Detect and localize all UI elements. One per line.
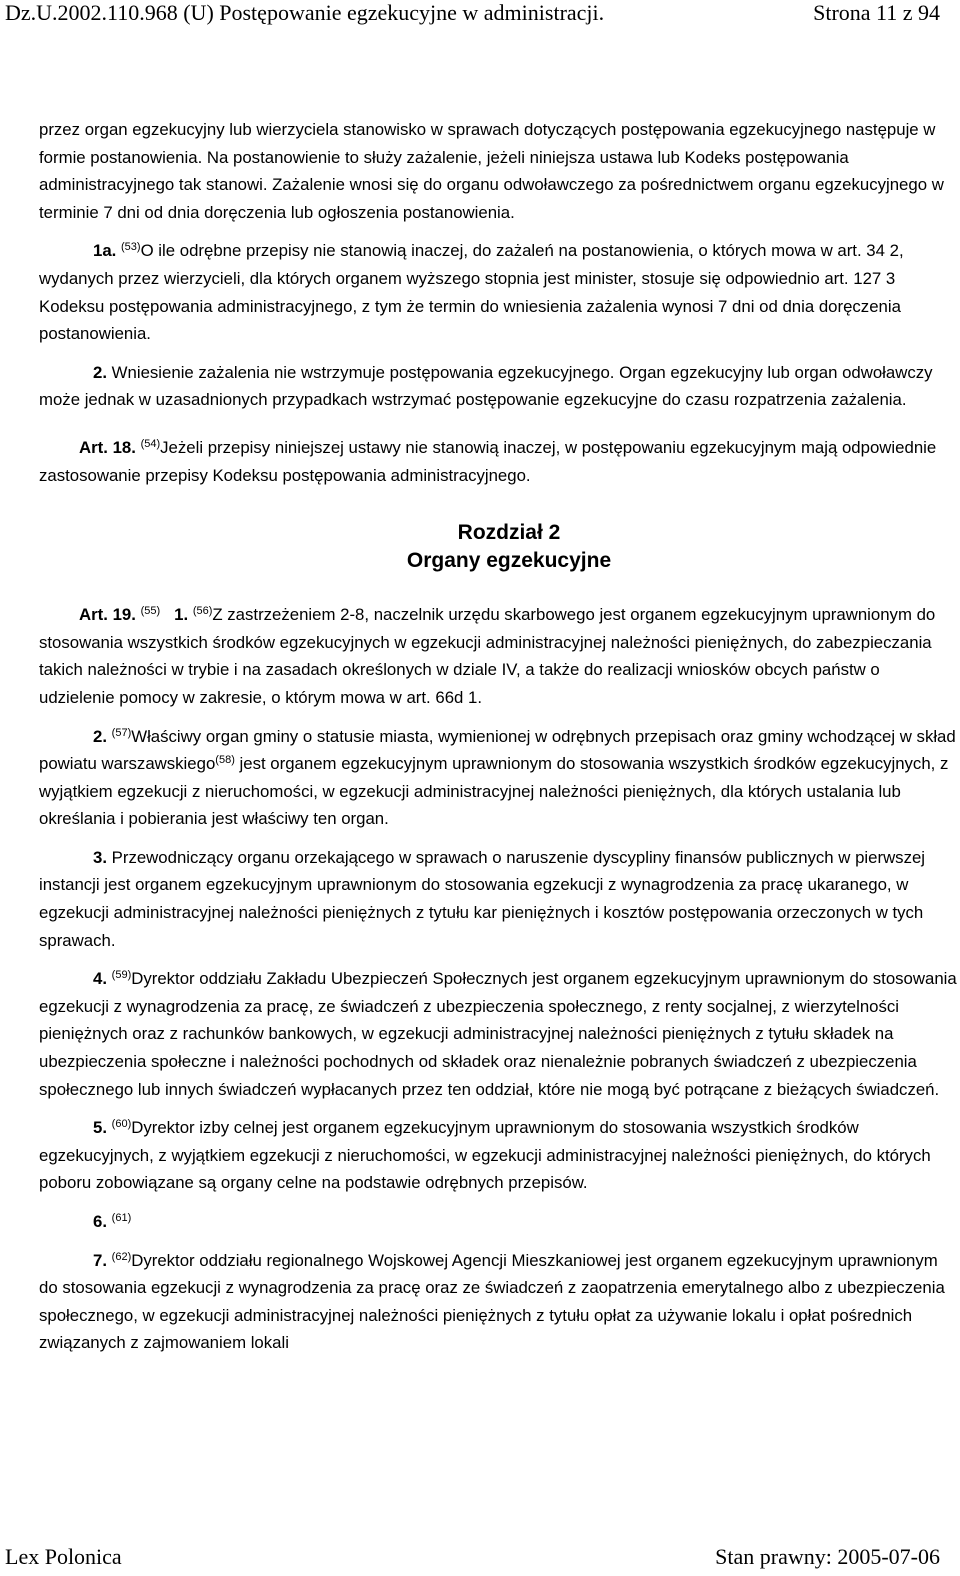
footnote-ref: (57) [111, 726, 132, 739]
article-19-para-6 [39, 1208, 959, 1236]
paragraph-text: Z zastrzeżeniem 2-8, naczelnik urzędu skarbowego jest organem egzekucyjnym uprawnionym do stosowania wszystkich środków egzekucyjnych w egzekucji administracyjnej należności pieniężnych, do zabezpieczania takich należności w trybie i na zasadach określonych w dziale IV, a także do realizacji wniosków obcych państw o udzielenie pomocy w zakresie, o którym mowa w art. 66d 1. [39, 605, 936, 707]
footnote-ref: (59) [111, 969, 132, 982]
page-number: Strona 11 z 94 [813, 0, 940, 25]
footnote-ref: (54) [140, 437, 161, 450]
paragraph-label: 2. [93, 726, 107, 746]
paragraph-label: 1a. [93, 241, 117, 261]
paragraph-label: 1. [174, 605, 189, 625]
article-label: Art. 19. [79, 605, 136, 625]
page-footer [5, 1544, 940, 1576]
paragraph-text: Przewodniczący organu orzekającego w sprawach o naruszenie dyscypliny finansów publicznych w pierwszej instancji jest organem egzekucyjnym uprawnionym do stosowania egzekucji z wynagrodzenia za pracę ukaranego, w egzekucji administracyjnej należności pieniężnych z tytułu kar pieniężnych i kosztów postępowania orzeczonych w tych sprawach. [39, 847, 926, 950]
document-title: Dz.U.2002.110.968 (U) Postępowanie egzekucyjne w administracji. [5, 0, 605, 25]
document-body [39, 116, 959, 1357]
paragraph-text: przez organ egzekucyjny lub wierzyciela stanowisko w sprawach dotyczących postępowania egzekucyjnego następuje w formie postanowienia. Na postanowienie to służy zażalenie, jeżeli niniejsza ustawa lub Kodeks postępowania administracyjnego tak stanowi. Zażalenie wnosi się do organu odwoławczego za pośrednictwem organu egzekucyjnego w terminie 7 dni od dnia doręczenia lub ogłoszenia postanowienia. [39, 120, 944, 222]
publisher-name: Lex Polonica [5, 1544, 122, 1569]
legal-status-date: Stan prawny: 2005-07-06 [715, 1544, 940, 1569]
article-text: Jeżeli przepisy niniejszej ustawy nie stanowią inaczej, w postępowaniu egzekucyjnym mają odpowiednie zastosowanie przepisy Kodeksu postępowania administracyjnego. [39, 437, 937, 485]
footnote-ref: (60) [111, 1118, 132, 1131]
paragraph-label: 5. [93, 1118, 107, 1138]
paragraph-label: 6. [93, 1212, 107, 1231]
paragraph-text: Dyrektor izby celnej jest organem egzekucyjnym uprawnionym do stosowania wszystkich środków egzekucyjnych, z wyjątkiem egzekucji z nieruchomości, w egzekucji administracyjnej należności pieniężnych, do których poboru zobowiązane są organy celne na podstawie odrębnych przepisów. [39, 1118, 931, 1193]
page-header [5, 0, 940, 34]
paragraph-label: 7. [93, 1250, 107, 1270]
article-19-para-3 [39, 844, 959, 954]
article-19-para-4 [39, 965, 959, 1103]
paragraph-text: Właściwy organ gminy o statusie miasta, wymienionej w odrębnych przepisach oraz gminy wchodzącej w skład powiatu warszawskiego [39, 726, 956, 774]
chapter-title: Organy egzekucyjne [406, 549, 612, 573]
paragraph-label: 3. [93, 847, 107, 867]
paragraph-text: Dyrektor oddziału Zakładu Ubezpieczeń Społecznych jest organem egzekucyjnym uprawnionym do stosowania egzekucji z wynagrodzenia za pracę, ze świadczeń z ubezpieczenia społecznego, z renty socjalnej, z wierzytelności pieniężnych oraz z rachunków bankowych, w egzekucji administracyjnej należności pieniężnych z tytułu składek na ubezpieczenia społeczne i należności pochodnych od składek oraz nienależnie pobranych świadczeń z ubezpieczenia społecznego lub innych świadczeń wypłacanych przez ten oddział, które nie mogą być potrącane z bieżących świadczeń. [39, 969, 957, 1099]
paragraph-label: 4. [93, 969, 107, 989]
paragraph-2 [39, 359, 959, 414]
article-18 [39, 434, 959, 489]
paragraph-text: O ile odrębne przepisy nie stanowią inaczej, do zażaleń na postanowienia, o których mowa w art. 34 2, wydanych przez wierzycieli, dla których organem wyższego stopnia jest minister, stosuje się odpowiednio art. 127 3 Kodeksu postępowania administracyjnego, z tym że termin do wniesienia zażalenia wynosi 7 dni od dnia doręczenia postanowienia. [39, 241, 904, 344]
paragraph [39, 116, 959, 226]
article-19-para-1 [39, 601, 959, 711]
article-label: Art. 18. [79, 437, 136, 457]
footnote-ref: (56) [192, 605, 213, 618]
article-19-para-2 [39, 723, 959, 833]
article-19-para-5 [39, 1114, 959, 1197]
paragraph-text: Dyrektor oddziału regionalnego Wojskowej Agencji Mieszkaniowej jest organem egzekucyjnym uprawnionym do stosowania egzekucji z wynagrodzenia za pracę oraz ze świadczeń z zaopatrzenia emerytalnego albo z ubezpieczenia społecznego, w egzekucji administracyjnej należności pieniężnych z tytułu opłat za używanie lokalu i opłat pośrednich związanych z zajmowaniem lokali [39, 1250, 945, 1353]
article-19-para-7 [39, 1247, 959, 1357]
footnote-ref: (58) [215, 754, 235, 767]
paragraph-label: 2. [93, 362, 107, 382]
footnote-ref: (61) [111, 1212, 132, 1224]
chapter-number: Rozdział 2 [457, 521, 561, 545]
footnote-ref: (53) [121, 241, 141, 254]
footnote-ref: (55) [140, 605, 161, 618]
paragraph-text: jest organem egzekucyjnym uprawnionym do stosowania wszystkich środków egzekucyjnych, z wyjątkiem egzekucji z nieruchomości, w egzekucji administracyjnej należności pieniężnych, dla których ustalania lub określania i pobierania jest właściwy ten organ. [39, 754, 949, 829]
paragraph-1a [39, 237, 959, 347]
paragraph-text: Wniesienie zażalenia nie wstrzymuje postępowania egzekucyjnego. Organ egzekucyjny lub organ odwoławczy może jednak w uzasadnionych przypadkach wstrzymać postępowanie egzekucyjne do czasu rozpatrzenia zażalenia. [39, 362, 933, 410]
footnote-ref: (62) [111, 1250, 132, 1263]
chapter-heading [39, 519, 959, 575]
